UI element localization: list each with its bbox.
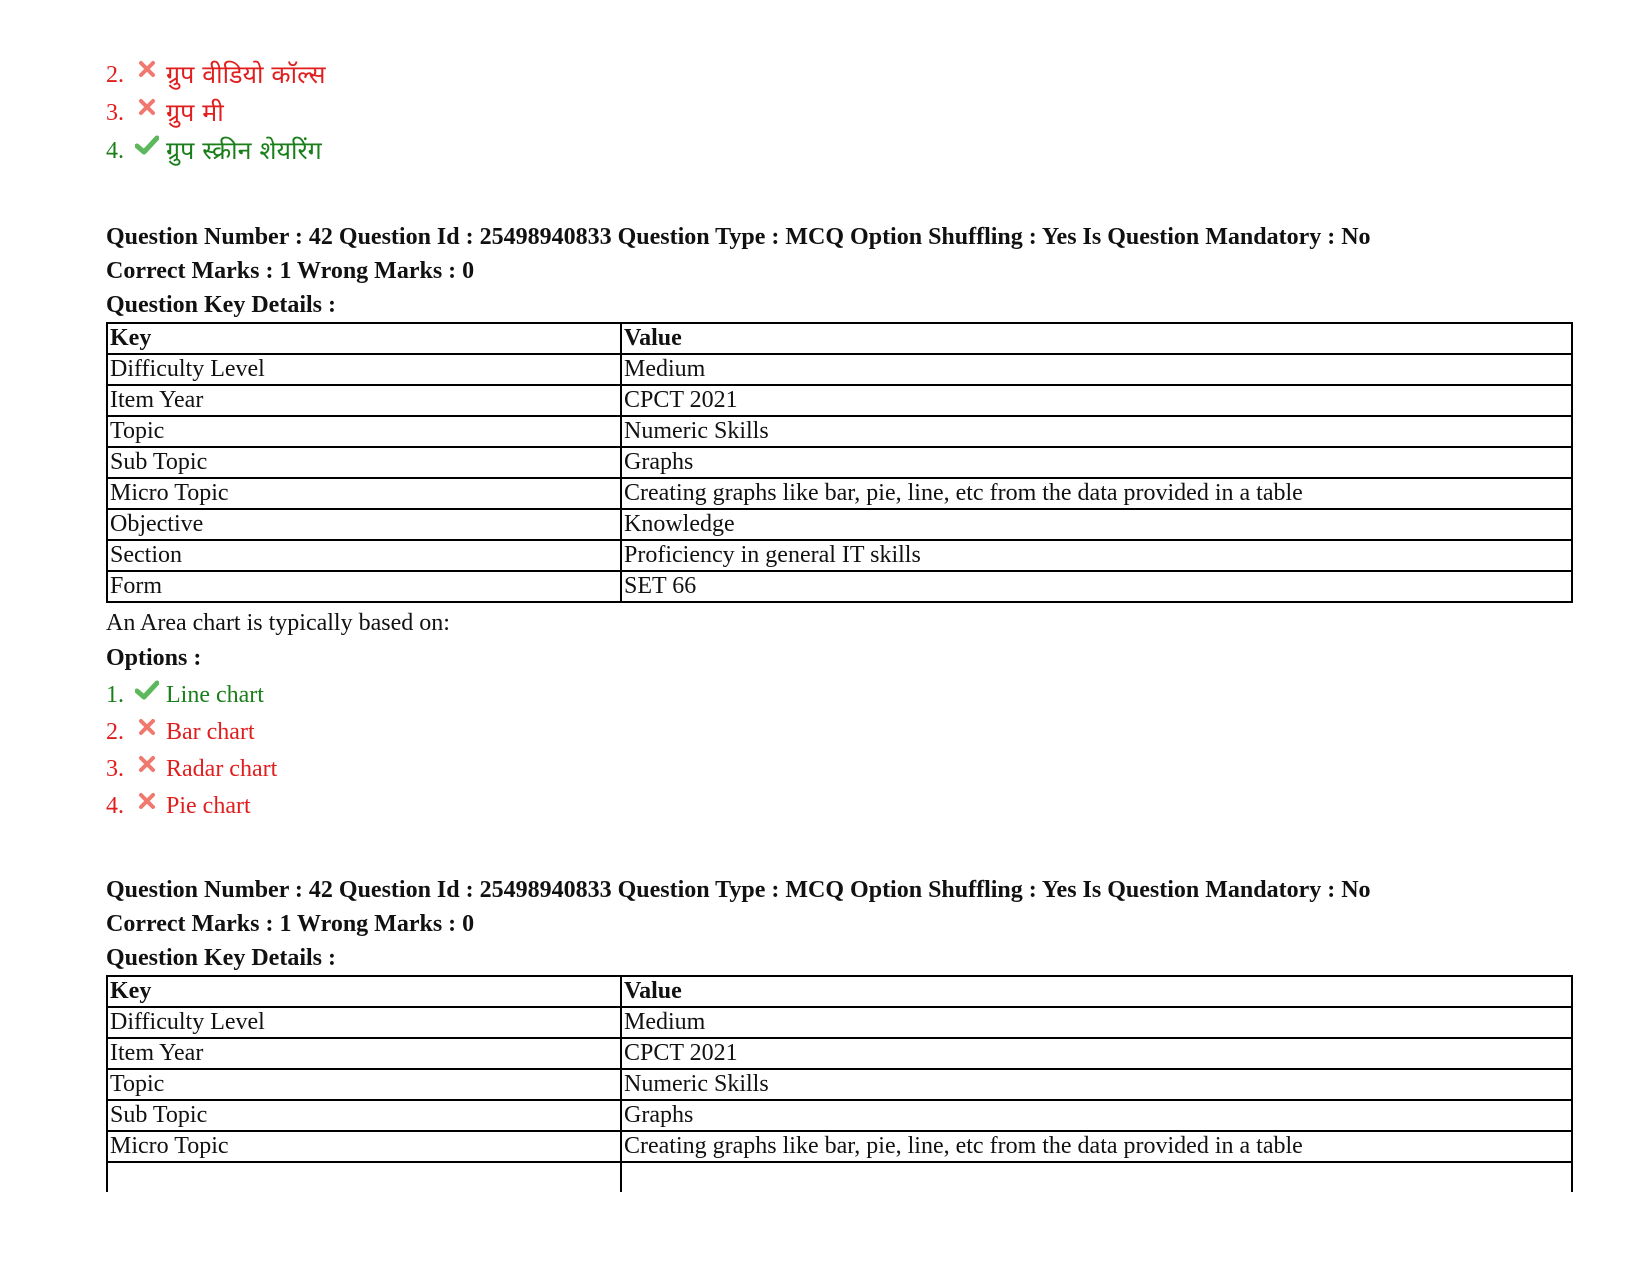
key-details-label: Question Key Details : xyxy=(106,945,336,971)
table-cell-key: Difficulty Level xyxy=(107,1007,621,1038)
question-block xyxy=(106,873,1576,1192)
option-item xyxy=(106,94,1576,132)
question-block xyxy=(106,220,1576,825)
question-text: An Area chart is typically based on: xyxy=(106,610,450,636)
table-row xyxy=(107,385,1572,416)
table-row xyxy=(107,416,1572,447)
cross-icon xyxy=(134,60,160,78)
table-row xyxy=(107,447,1572,478)
question-header-line: Question Number : 42 Question Id : 25498940833 Question Type : MCQ Option Shuffling : Yes Is Question Mandatory : No xyxy=(106,224,1371,250)
table-cell-key xyxy=(107,1162,621,1192)
table-cell-value: SET 66 xyxy=(621,571,1572,602)
table-cell-key: Difficulty Level xyxy=(107,354,621,385)
option-number: 3. xyxy=(106,756,124,782)
table-header-value: Value xyxy=(621,976,1572,1007)
table-cell-key: Form xyxy=(107,571,621,602)
option-text: ग्रुप स्क्रीन शेयरिंग xyxy=(166,136,322,165)
table-header-key: Key xyxy=(107,323,621,354)
question-header-line: Question Number : 42 Question Id : 25498940833 Question Type : MCQ Option Shuffling : Yes Is Question Mandatory : No xyxy=(106,877,1371,903)
table-cell-key: Topic xyxy=(107,1069,621,1100)
option-item xyxy=(106,132,1576,170)
option-number: 2. xyxy=(106,719,124,745)
table-row xyxy=(107,540,1572,571)
table-cell-value: Numeric Skills xyxy=(621,1069,1572,1100)
table-cell-value: Knowledge xyxy=(621,509,1572,540)
table-cell-key: Item Year xyxy=(107,385,621,416)
table-cell-key: Sub Topic xyxy=(107,447,621,478)
option-number: 3. xyxy=(106,100,124,126)
option-text: Pie chart xyxy=(166,793,251,819)
table-header-value: Value xyxy=(621,323,1572,354)
option-text: Bar chart xyxy=(166,719,255,745)
option-item xyxy=(106,751,1576,788)
table-cell-key: Objective xyxy=(107,509,621,540)
table-header-row xyxy=(107,976,1572,1007)
table-cell-value: Creating graphs like bar, pie, line, etc from the data provided in a table xyxy=(621,1131,1572,1162)
table-cell-value: Graphs xyxy=(621,447,1572,478)
option-item xyxy=(106,788,1576,825)
table-row xyxy=(107,1100,1572,1131)
table-row-truncated xyxy=(107,1162,1572,1192)
table-header-row xyxy=(107,323,1572,354)
option-number: 4. xyxy=(106,793,124,819)
table-cell-value: Creating graphs like bar, pie, line, etc from the data provided in a table xyxy=(621,478,1572,509)
option-text: Line chart xyxy=(166,682,264,708)
table-cell-key: Section xyxy=(107,540,621,571)
options-label: Options : xyxy=(106,645,202,671)
prev-question-options xyxy=(106,56,1576,170)
table-cell-value: CPCT 2021 xyxy=(621,385,1572,416)
check-icon xyxy=(134,135,160,155)
table-row xyxy=(107,571,1572,602)
table-row xyxy=(107,1038,1572,1069)
question-paper-page xyxy=(106,56,1576,1192)
key-details-table xyxy=(106,975,1573,1192)
table-row xyxy=(107,1007,1572,1038)
marks-line: Correct Marks : 1 Wrong Marks : 0 xyxy=(106,258,475,284)
cross-icon xyxy=(134,792,160,810)
cross-icon xyxy=(134,718,160,736)
table-cell-value xyxy=(621,1162,1572,1192)
option-item xyxy=(106,677,1576,714)
option-item xyxy=(106,56,1576,94)
table-cell-key: Sub Topic xyxy=(107,1100,621,1131)
table-row xyxy=(107,1069,1572,1100)
table-cell-value: Medium xyxy=(621,354,1572,385)
table-row xyxy=(107,1131,1572,1162)
table-cell-value: Medium xyxy=(621,1007,1572,1038)
marks-line: Correct Marks : 1 Wrong Marks : 0 xyxy=(106,911,475,937)
table-cell-value: Numeric Skills xyxy=(621,416,1572,447)
option-number: 1. xyxy=(106,682,124,708)
option-text: ग्रुप वीडियो कॉल्स xyxy=(166,60,326,89)
cross-icon xyxy=(134,98,160,116)
table-row xyxy=(107,509,1572,540)
option-number: 2. xyxy=(106,62,124,88)
option-number: 4. xyxy=(106,138,124,164)
table-row xyxy=(107,354,1572,385)
table-cell-value: Proficiency in general IT skills xyxy=(621,540,1572,571)
table-cell-key: Item Year xyxy=(107,1038,621,1069)
option-text: ग्रुप मी xyxy=(166,98,224,127)
table-cell-value: CPCT 2021 xyxy=(621,1038,1572,1069)
options-list xyxy=(106,677,1576,825)
table-cell-key: Topic xyxy=(107,416,621,447)
table-row xyxy=(107,478,1572,509)
table-cell-key: Micro Topic xyxy=(107,1131,621,1162)
table-cell-value: Graphs xyxy=(621,1100,1572,1131)
table-cell-key: Micro Topic xyxy=(107,478,621,509)
option-item xyxy=(106,714,1576,751)
key-details-table xyxy=(106,322,1573,603)
key-details-label: Question Key Details : xyxy=(106,292,336,318)
check-icon xyxy=(134,680,160,700)
cross-icon xyxy=(134,755,160,773)
table-header-key: Key xyxy=(107,976,621,1007)
option-text: Radar chart xyxy=(166,756,278,782)
